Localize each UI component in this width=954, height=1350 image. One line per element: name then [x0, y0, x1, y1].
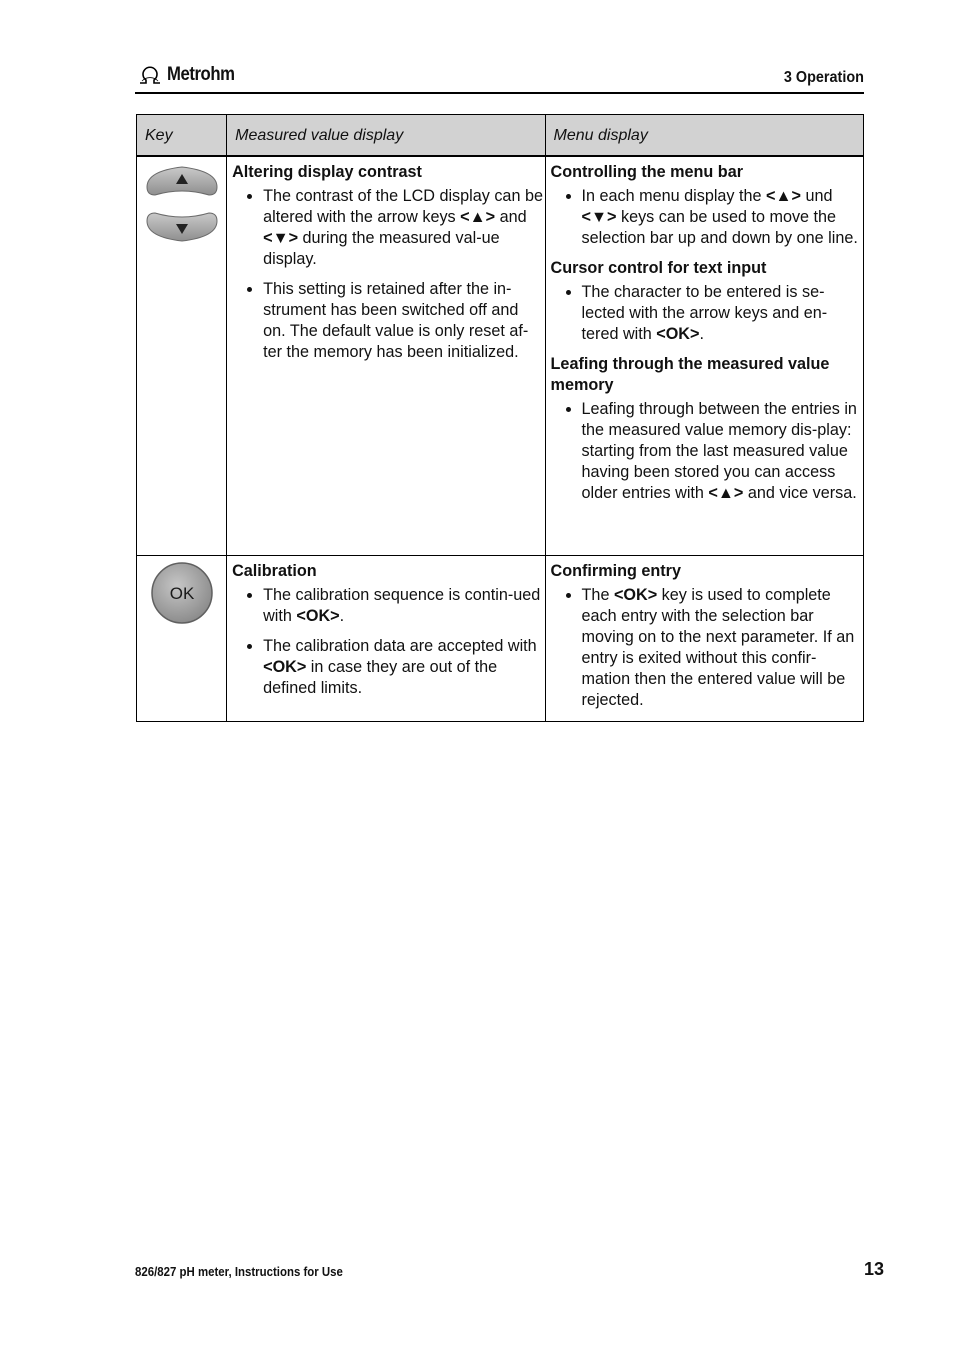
bullet-list — [551, 399, 863, 504]
table-row-arrow-keys — [137, 156, 864, 555]
menu-cell-ok — [545, 555, 863, 721]
list-item: • The contrast of the LCD display can be altered with the arrow keys <▲> and <▼> during the measured val-ue display. — [263, 186, 544, 270]
logo-text: Metrohm — [167, 64, 235, 85]
block-title: Altering display contrast — [232, 163, 422, 181]
ok-key-icon — [149, 560, 215, 626]
arrow-up-key-icon — [143, 161, 221, 201]
bullet-list — [232, 585, 544, 699]
arrow-down-key-icon — [143, 207, 221, 247]
menu-cell-arrows — [545, 156, 863, 555]
bullet-list — [232, 186, 544, 363]
footer-doc-title: 826/827 pH meter, Instructions for Use — [135, 1264, 343, 1279]
omega-logo-icon — [137, 65, 163, 85]
block-title: Leafing through the measured value memory — [550, 355, 830, 394]
column-header-menu: Menu display — [545, 115, 863, 157]
column-header-key: Key — [137, 115, 227, 157]
block-title: Controlling the menu bar — [550, 163, 743, 181]
list-item: • Leafing through between the entries in the measured value memory dis-play: starting from the last measured value having been stored you can access older entries with <▲> and vice versa. — [582, 399, 863, 504]
page-number: 13 — [863, 1259, 884, 1279]
block-title: Cursor control for text input — [550, 259, 767, 277]
bullet-list — [551, 282, 863, 345]
list-item: • This setting is retained after the in-strument has been switched off and on. The default value is only reset af-ter the memory has been initialized. — [263, 279, 544, 363]
bullet-list — [551, 186, 863, 249]
key-function-table — [136, 114, 864, 722]
table-header-row — [137, 115, 864, 157]
list-item: • In each menu display the <▲> und <▼> keys can be used to move the selection bar up and down by one line. — [582, 186, 863, 249]
block-title: Confirming entry — [550, 561, 681, 580]
key-cell-arrows — [137, 156, 227, 555]
key-cell-ok — [137, 555, 227, 721]
column-header-measured: Measured value display — [227, 115, 545, 157]
block-title: Calibration — [232, 561, 317, 580]
measured-cell-contrast — [227, 156, 545, 555]
list-item: • The calibration sequence is contin-ued with <OK>. — [263, 585, 544, 627]
bullet-list — [551, 585, 863, 711]
page-header — [135, 62, 864, 94]
section-title: 3 Operation — [783, 69, 864, 86]
list-item: • The character to be entered is se-lected with the arrow keys and en-tered with <OK>. — [582, 282, 863, 345]
list-item: • The <OK> key is used to complete each entry with the selection bar moving on to the next parameter. If an entry is exited without this confir-mation then the entered value will be rejected. — [582, 585, 863, 711]
list-item: • The calibration data are accepted with <OK> in case they are out of the defined limits. — [263, 636, 544, 699]
metrohm-logo — [137, 64, 244, 86]
table-row-ok-key — [137, 555, 864, 721]
measured-cell-calibration — [227, 555, 545, 721]
ok-key-label: OK — [169, 583, 194, 603]
